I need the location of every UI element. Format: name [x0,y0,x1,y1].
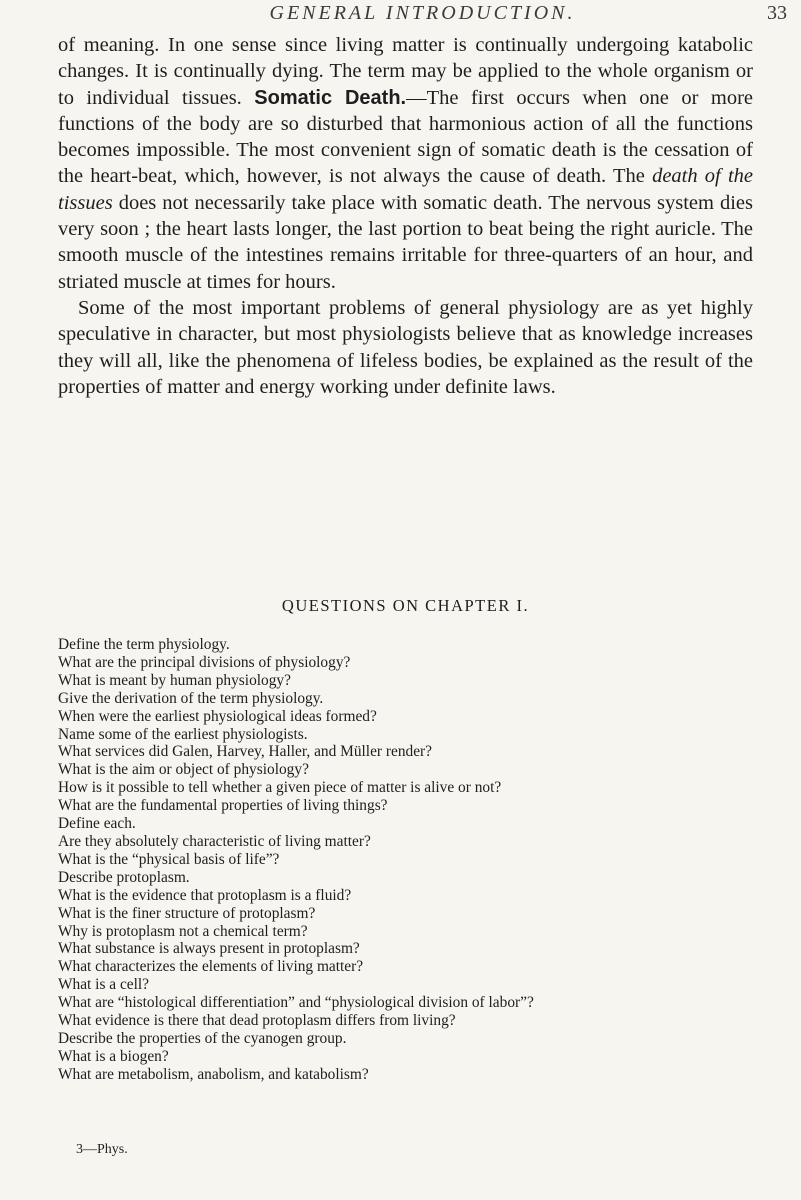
question-item: What services did Galen, Harvey, Haller, and Müller render? [58,743,433,761]
question-item: How is it possible to tell whether a given piece of matter is alive or not? [58,779,502,797]
question-item: What are the fundamental properties of living things? [58,797,388,815]
question-item: What is a biogen? [58,1047,169,1065]
question-item: What are the principal divisions of physiology? [58,653,351,671]
questions-list [58,636,775,1084]
question-item: What substance is always present in protoplasm? [58,940,360,958]
question-item: What is the finer structure of protoplasm? [58,904,316,922]
question-item: What are “histological differentiation” and “physiological division of labor”? [58,994,534,1012]
question-item: What is meant by human physiology? [58,671,291,689]
question-item: What is the aim or object of physiology? [58,761,309,779]
question-item: What is a cell? [58,976,150,994]
section-lead-somatic-death: Somatic Death. [254,86,407,109]
question-item: Define the term physiology. [58,636,230,653]
paragraph-end: does not necessarily take place with somatic death. The nervous system dies very soon ; the heart lasts longer, the last portion to beat being the right auricle. The smooth muscle of the intestines remains irritable for three-quarters of an hour, and striated muscle at times for hours. [58,191,753,293]
running-head-title: GENERAL INTRODUCTION. [269,2,576,24]
question-item: When were the earliest physiological ideas formed? [58,707,377,725]
question-item: Describe protoplasm. [58,868,190,886]
question-item: What characterizes the elements of living matter? [58,958,364,976]
paragraph-somatic-death [58,32,753,295]
signature-mark: 3—Phys. [76,1142,128,1157]
paragraph-middle: —The first occurs when one or more functions of the body are so disturbed that harmonious action of all the functions becomes impossible. The most convenient sign of somatic death is the cessation of the heart-beat, which, however, is not always the cause of death. The [58,86,753,188]
paragraph-general-physiology: Some of the most important problems of general physiology are as yet highly speculative in character, but most physiologists believe that as knowledge increases they will all, like the phenomena of lifeless bodies, be explained as the result of the properties of matter and energy working under definite laws. [58,296,753,398]
question-item: Are they absolutely characteristic of living matter? [58,832,371,850]
paragraph-start: of meaning. In one sense since living matter is continually undergoing katabolic changes. It is continually dying. The term may be applied to the whole organism or to individual tissues. [58,34,753,109]
question-item: What is the “physical basis of life”? [58,850,280,868]
question-item: Give the derivation of the term physiology. [58,689,324,707]
questions-heading: QUESTIONS ON CHAPTER I. [281,596,530,615]
question-item: What evidence is there that dead protoplasm differs from living? [58,1012,456,1030]
body-text [58,32,753,400]
question-item: Describe the properties of the cyanogen group. [58,1029,347,1047]
running-head [58,0,787,32]
question-item: What is the evidence that protoplasm is a fluid? [58,886,352,904]
question-item: Define each. [58,815,136,833]
question-item: Why is protoplasm not a chemical term? [58,922,308,940]
question-item: Name some of the earliest physiologists. [58,725,308,743]
italic-phrase: death of the tissues [58,165,753,214]
page-number: 33 [767,2,787,24]
question-item: What are metabolism, anabolism, and katabolism? [58,1065,369,1083]
